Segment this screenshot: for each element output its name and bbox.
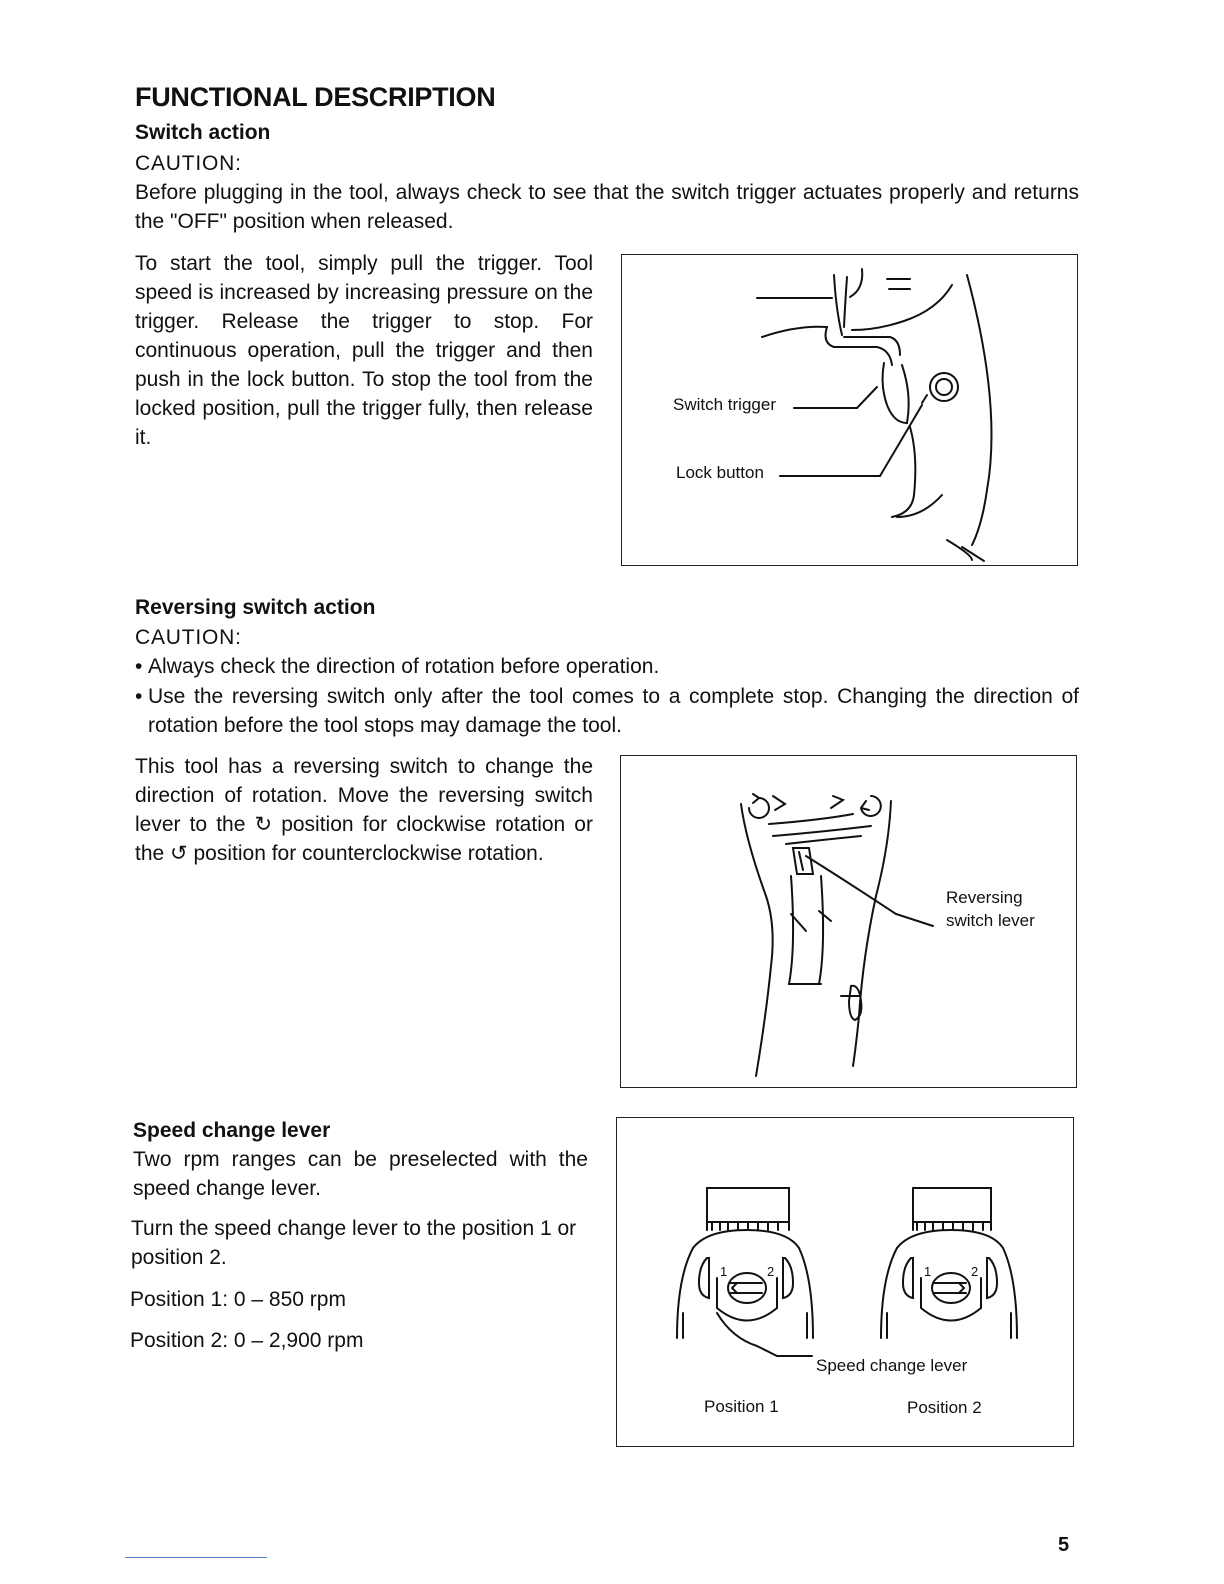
dial1-num2: 2 <box>767 1264 775 1279</box>
reversing-switch-figure <box>620 755 1077 1088</box>
speed-change-lever-label: Speed change lever <box>816 1356 968 1375</box>
switch-trigger-figure <box>621 254 1078 566</box>
dial2-num2: 2 <box>971 1264 979 1279</box>
switch-trigger-label: Switch trigger <box>673 395 776 414</box>
counterclockwise-icon: ↺ <box>170 842 188 865</box>
position-2-label: Position 2 <box>907 1398 982 1417</box>
speed-position-1: Position 1: 0 – 850 rpm <box>130 1288 346 1311</box>
switch-action-heading: Switch action <box>135 121 271 144</box>
switch-action-caution-text: Before plugging in the tool, always check to see that the switch trigger actuates properly and returns the "OFF" position when released. <box>135 181 1079 233</box>
dial2-num1: 1 <box>924 1264 932 1279</box>
speed-position-2: Position 2: 0 – 2,900 rpm <box>130 1329 364 1352</box>
reversing-caution: CAUTION: <box>135 626 242 649</box>
switch-action-caution: CAUTION: <box>135 152 242 175</box>
reversing-bullet-2: • Use the reversing switch only after the tool comes to a complete stop. Changing the direction of rotation before the tool stops may damage the tool. <box>135 685 1079 737</box>
page-title: FUNCTIONAL DESCRIPTION <box>135 82 496 112</box>
speed-body-1: Two rpm ranges can be preselected with the speed change lever. <box>133 1148 588 1200</box>
reversing-bullet-1: • Always check the direction of rotation before operation. <box>135 655 660 678</box>
reversing-label-line1: Reversing <box>946 888 1023 907</box>
reversing-heading: Reversing switch action <box>135 596 376 619</box>
speed-lever-illustration <box>617 1118 1073 1446</box>
page-number: 5 <box>1058 1534 1070 1556</box>
dial1-num1: 1 <box>720 1264 728 1279</box>
speed-heading: Speed change lever <box>133 1119 331 1142</box>
reversing-body: This tool has a reversing switch to change the direction of rotation. Move the reversing switch lever to the ↻ position for clockwise rotation or the ↺ position for counterclockwise rotation. <box>135 755 593 865</box>
position-1-label: Position 1 <box>704 1397 779 1416</box>
footer-rule <box>125 1557 267 1558</box>
speed-body-2: Turn the speed change lever to the position 1 or position 2. <box>131 1217 577 1269</box>
speed-lever-figure <box>616 1117 1074 1447</box>
lock-button-label: Lock button <box>676 463 764 482</box>
clockwise-icon: ↻ <box>254 813 273 836</box>
reversing-label-line2: switch lever <box>946 911 1035 930</box>
switch-action-body: To start the tool, simply pull the trigger. Tool speed is increased by increasing pressure on the trigger. Release the trigger to stop. For continuous operation, pull the trigger and then push in the lock button. To stop the tool from the locked position, pull the trigger fully, then release it. <box>135 252 593 449</box>
